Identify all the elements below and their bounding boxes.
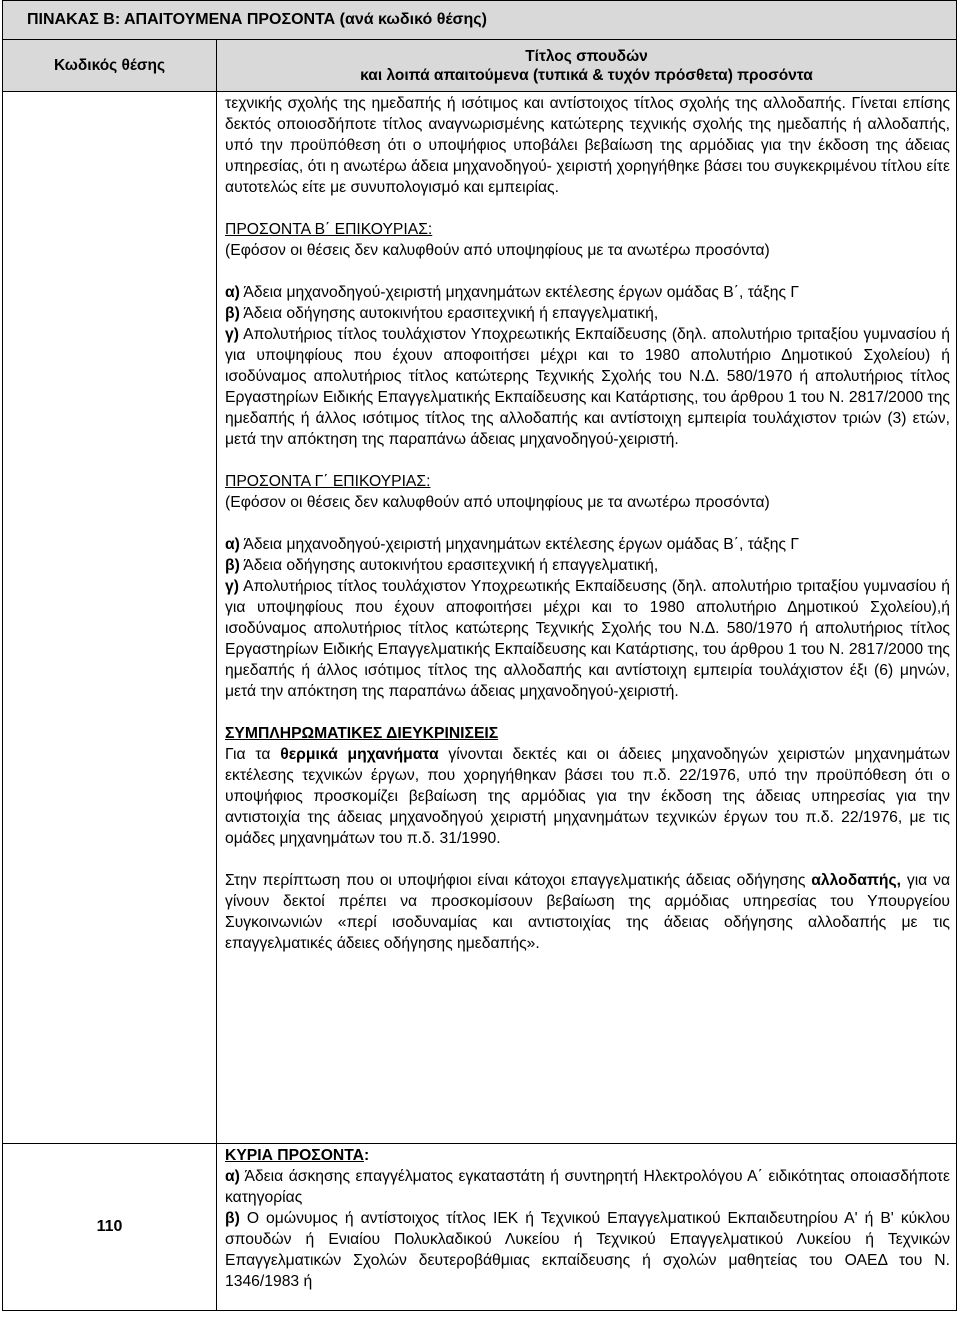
section-c-item-c: γ) Απολυτήριος τίτλος τουλάχιστον Υποχρεωτικής Εκπαίδευσης (δηλ. απολυτήριο τριταξίου γυμνασίου ή για υποψηφίους που έχουν αποφοιτήσει μέχρι και το 1980 απολυτήριο Δημοτικού Σχολείου),ή ισοδύναμος απολυτήριος τίτλος κατώτερης Τεχνικής Σχολής του Ν.Δ. 580/1970 ή απολυτήριος τίτλος Εργαστηρίων Ειδικής Επαγγελματικής Εκπαίδευσης και Κατάρτισης, του άρθρου 1 του Ν. 2817/2000 της ημεδαπής ή άλλος ισότιμος τίτλος της αλλοδαπής και αντίστοιχη εμπειρία τουλάχιστον έξι (6) μηνών, μετά την απόκτηση της παραπάνω άδειας μηχανοδηγού-χειριστή.	[225, 578, 950, 700]
header-title-line1: Τίτλος σπουδών	[525, 47, 648, 65]
qualifications-cell	[217, 1144, 957, 1311]
section-c-item-b: β) Άδεια οδήγησης αυτοκινήτου ερασιτεχνική ή επαγγελματική,	[225, 557, 659, 574]
supplementary-paragraph-1: Για τα θερμικά μηχανήματα γίνονται δεκτές και οι άδειες μηχανοδηγών χειριστών μηχανημάτων εκτέλεσης τεχνικών έργων, που χορηγήθηκαν βάσει του π.δ. 22/1976, υπό την προϋπόθεση ότι ο υποψήφιος προσκομίζει βεβαίωση της αρμόδιας για την έκδοση της άδειας υπηρεσίας για την αντιστοιχία της άδειας μηχανοδηγού χειριστή μηχανημάτων τεχνικών έργων του π.δ. 22/1976, με τις ομάδες μηχανημάτων του π.δ. 31/1990.	[225, 746, 950, 847]
table-header-row	[3, 40, 957, 92]
position-code: 110	[3, 1144, 217, 1311]
qualifications-table	[2, 0, 957, 1311]
supplementary-paragraph-2: Στην περίπτωση που οι υποψήφιοι είναι κάτοχοι επαγγελματικής άδειας οδήγησης αλλοδαπής, για να γίνουν δεκτοί πρέπει να προσκομίσουν βεβαίωση της αρμόδιας υπηρεσίας του Υπουργείου Συγκοινωνιών «περί ισοδυναμίας και αντιστοιχίας της άδειας οδήγησης αλλοδαπής με τις επαγγελματικές άδειες οδήγησης ημεδαπής».	[225, 872, 951, 952]
section-c-title: ΠΡΟΣΟΝΤΑ Γ΄ ΕΠΙΚΟΥΡΙΑΣ:	[225, 473, 431, 490]
table-row	[3, 1144, 957, 1311]
table-title: ΠΙΝΑΚΑΣ Β: ΑΠΑΙΤΟΥΜΕΝΑ ΠΡΟΣΟΝΤΑ (ανά κωδικό θέσης)	[3, 1, 957, 40]
section-c-item-a: α) Άδεια μηχανοδηγού-χειριστή μηχανημάτων εκτέλεσης έργων ομάδας Β΄, τάξης Γ	[225, 536, 800, 553]
code-cell-empty	[3, 92, 217, 1144]
table-row	[3, 92, 957, 1144]
section-b-note: (Εφόσον οι θέσεις δεν καλυφθούν από υποψηφίους με τα ανωτέρω προσόντα)	[225, 242, 770, 259]
main-item-b: β) Ο ομώνυμος ή αντίστοιχος τίτλος ΙΕΚ ή Τεχνικού Επαγγελματικού Εκπαιδευτηρίου Α' ή Β' κύκλου σπουδών ή Ενιαίου Πολυκλαδικού Λυκείου ή Τεχνικού Επαγγελματικού Λυκείου ή Τεχνικών Επαγγελματικών Σχολών δευτεροβάθμιας εκπαίδευσης ή σχολών μαθητείας του ΟΑΕΔ του Ν. 1346/1983 ή	[225, 1210, 950, 1290]
header-title-line2: και λοιπά απαιτούμενα (τυπικά & τυχόν πρόσθετα) προσόντα	[360, 66, 813, 84]
section-b-title: ΠΡΟΣΟΝΤΑ Β΄ ΕΠΙΚΟΥΡΙΑΣ:	[225, 221, 433, 238]
section-b-item-a: α) Άδεια μηχανοδηγού-χειριστή μηχανημάτων εκτέλεσης έργων ομάδας Β΄, τάξης Γ	[225, 284, 800, 301]
qualifications-cell	[217, 92, 957, 1144]
section-c-note: (Εφόσον οι θέσεις δεν καλυφθούν από υποψηφίους με τα ανωτέρω προσόντα)	[225, 494, 770, 511]
section-b-item-b: β) Άδεια οδήγησης αυτοκινήτου ερασιτεχνική ή επαγγελματική,	[225, 305, 659, 322]
intro-paragraph: τεχνικής σχολής της ημεδαπής ή ισότιμος και αντίστοιχος τίτλος σχολής της αλλοδαπής. Γίνεται επίσης δεκτός οποιοσδήποτε τίτλος αναγνωρισμένης κατώτερης τεχνικής σχολής της ημεδαπής ή αλλοδαπής, υπό την προϋπόθεση ότι ο υποψήφιος υποβάλει βεβαίωση της αρμόδιας για την έκδοση της άδειας υπηρεσίας, ότι η ανωτέρω άδεια μηχανοδηγού- χειριστή χορηγήθηκε βάσει του συγκεκριμένου τίτλου είτε αυτοτελώς είτε με συνυπολογισμό και εμπειρίας.	[225, 95, 950, 196]
main-item-a: α) Άδεια άσκησης επαγγέλματος εγκαταστάτη ή συντηρητή Ηλεκτρολόγου Α΄ ειδικότητας οποιασδήποτε κατηγορίας	[225, 1168, 950, 1206]
section-b-item-c: γ) Απολυτήριος τίτλος τουλάχιστον Υποχρεωτικής Εκπαίδευσης (δηλ. απολυτήριο τριταξίου γυμνασίου ή για υποψηφίους που έχουν αποφοιτήσει μέχρι και το 1980 απολυτήριο Δημοτικού Σχολείου) ή ισοδύναμος απολυτήριος τίτλος κατώτερης Τεχνικής Σχολής του Ν.Δ. 580/1970 ή απολυτήριος τίτλος Εργαστηρίων Ειδικής Επαγγελματικής Εκπαίδευσης και Κατάρτισης, του άρθρου 1 του Ν. 2817/2000 της ημεδαπής ή άλλος ισότιμος τίτλος της αλλοδαπής και αντίστοιχη εμπειρία τουλάχιστον τριών (3) ετών, μετά την απόκτηση της παραπάνω άδειας μηχανοδηγού-χειριστή.	[225, 326, 950, 448]
header-code: Κωδικός θέσης	[3, 40, 217, 92]
supplementary-title: ΣΥΜΠΛΗΡΩΜΑΤΙΚΕΣ ΔΙΕΥΚΡΙΝΙΣΕΙΣ	[225, 725, 499, 742]
main-qualifications-title: ΚΥΡΙΑ ΠΡΟΣΟΝΤΑ:	[225, 1147, 370, 1164]
header-title	[217, 40, 957, 92]
table-title-row	[3, 1, 957, 40]
